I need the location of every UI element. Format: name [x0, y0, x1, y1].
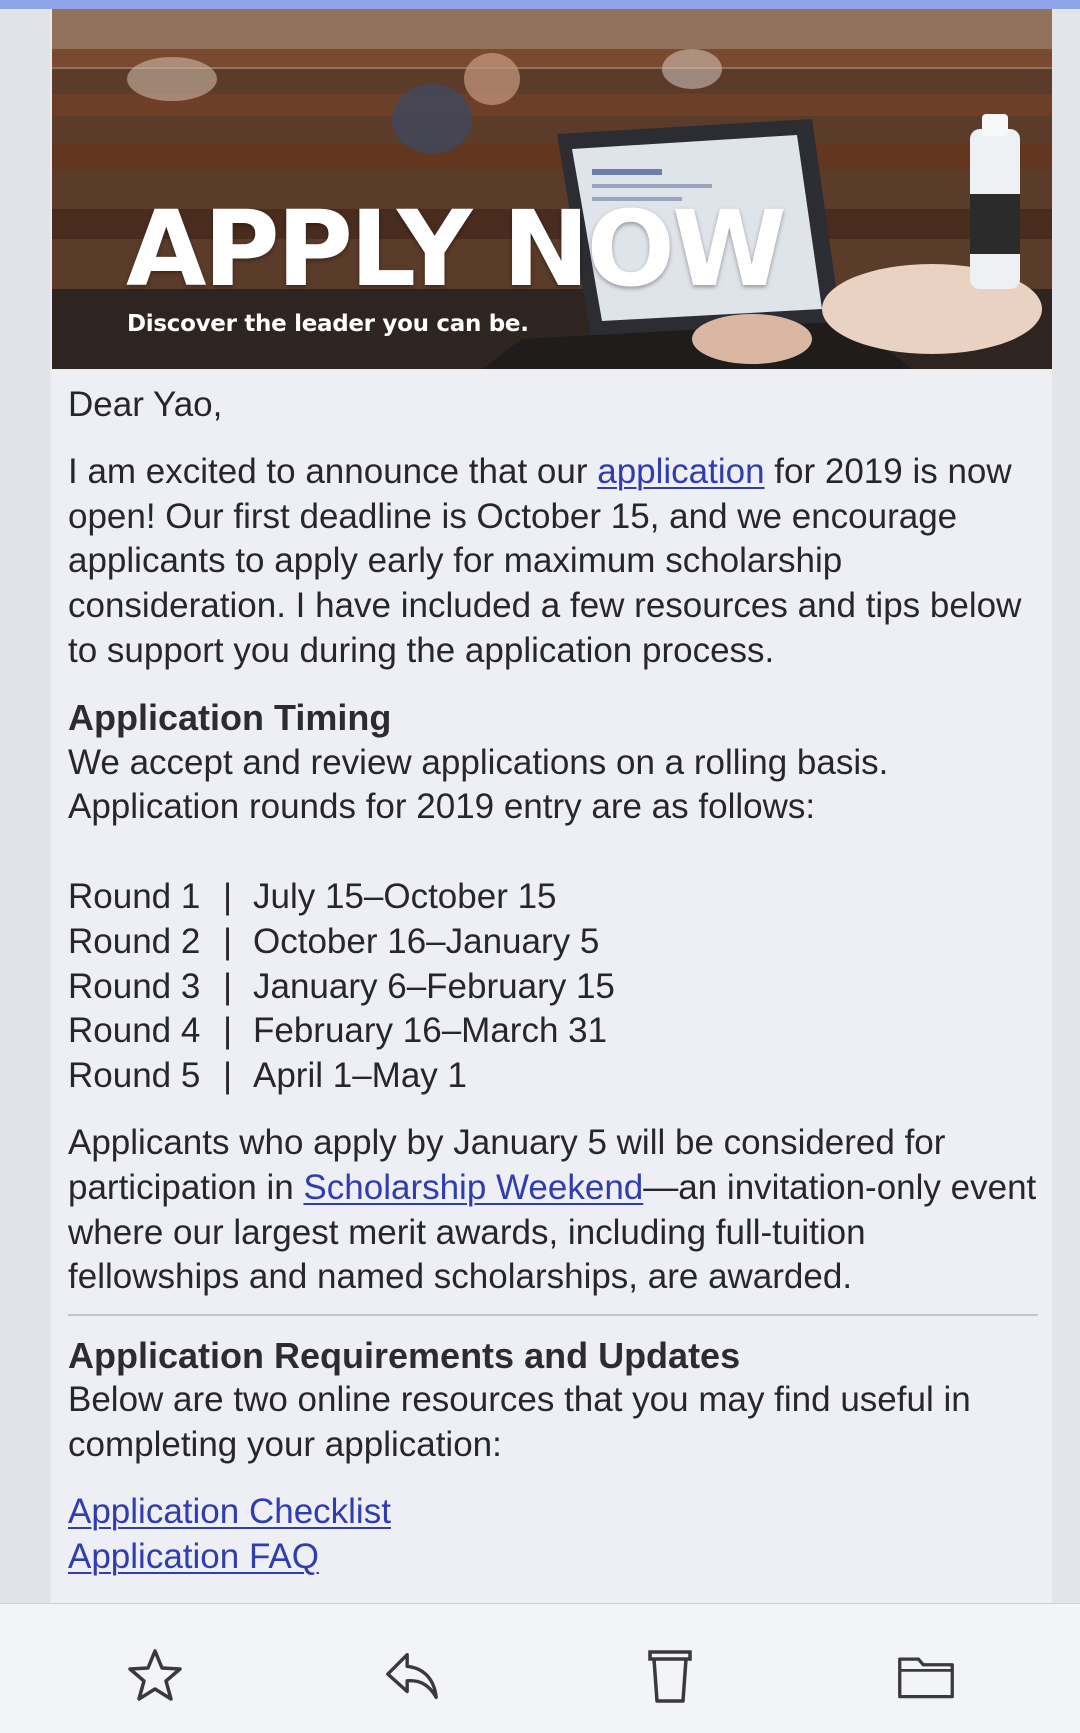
- greeting: Dear Yao,: [68, 385, 223, 424]
- rounds-list: [68, 875, 1038, 1099]
- resource-links: [68, 1490, 1038, 1580]
- round-separator: |: [223, 1056, 233, 1096]
- star-icon: [125, 1646, 185, 1706]
- round-separator: |: [223, 966, 233, 1006]
- round-row: [68, 920, 1038, 965]
- requirements-heading: Application Requirements and Updates: [68, 1334, 741, 1376]
- scholarship-text-start: Applicants who apply by January 5 will be considered for participation in: [68, 1122, 946, 1207]
- reply-button[interactable]: [382, 1646, 442, 1706]
- round-dates: April 1–May 1: [253, 1056, 467, 1096]
- round-name: Round 4: [68, 1011, 201, 1051]
- round-name: Round 3: [68, 966, 201, 1006]
- scholarship-weekend-link[interactable]: Scholarship Weekend: [303, 1167, 644, 1207]
- email-page[interactable]: [0, 9, 1080, 1603]
- scholarship-paragraph: [68, 1121, 1038, 1300]
- scholarship-text-end: —an invitation-only event where our largest merit awards, including full-tuition fellowships and named scholarships, are awarded.: [68, 1167, 1037, 1297]
- top-accent-bar: [0, 0, 1080, 9]
- left-gutter: [0, 9, 50, 1603]
- round-dates: October 16–January 5: [253, 921, 600, 961]
- round-separator: |: [223, 921, 233, 961]
- hero-banner[interactable]: [52, 9, 1052, 369]
- email-content[interactable]: [52, 9, 1052, 1603]
- trash-icon: [642, 1646, 698, 1706]
- application-timing-text: We accept and review applications on a rolling basis. Application rounds for 2019 entry are as follows:: [68, 742, 889, 827]
- email-body: [68, 383, 1038, 1580]
- application-checklist-link[interactable]: Application Checklist: [68, 1492, 391, 1532]
- hero-subtitle: Discover the leader you can be.: [127, 311, 529, 337]
- round-row: [68, 1054, 1038, 1099]
- round-name: Round 5: [68, 1056, 201, 1096]
- intro-text-end: for 2019 is now open! Our first deadline is October 15, and we encourage applicants to apply early for maximum scholarship consideration. I have included a few resources and tips below to support you during the application process.: [68, 451, 1022, 670]
- round-row: [68, 1009, 1038, 1054]
- hero-title: APPLY NOW: [126, 188, 784, 310]
- application-timing-heading: Application Timing: [68, 696, 392, 738]
- round-name: Round 2: [68, 921, 201, 961]
- round-dates: July 15–October 15: [253, 876, 557, 916]
- round-row: [68, 875, 1038, 920]
- right-gutter: [1052, 9, 1080, 1603]
- delete-button[interactable]: [640, 1646, 700, 1706]
- move-to-folder-button[interactable]: [896, 1646, 956, 1706]
- round-name: Round 1: [68, 876, 201, 916]
- application-link[interactable]: application: [597, 451, 765, 491]
- round-separator: |: [223, 1011, 233, 1051]
- folder-icon: [896, 1648, 956, 1704]
- intro-paragraph: [68, 450, 1038, 674]
- section-divider: [68, 1314, 1038, 1316]
- round-row: [68, 965, 1038, 1010]
- bottom-toolbar: [0, 1603, 1080, 1733]
- reply-icon: [382, 1646, 442, 1706]
- star-button[interactable]: [125, 1646, 185, 1706]
- round-separator: |: [223, 876, 233, 916]
- application-faq-link[interactable]: Application FAQ: [68, 1536, 319, 1576]
- round-dates: January 6–February 15: [253, 966, 615, 1006]
- requirements-text: Below are two online resources that you may find useful in completing your application:: [68, 1380, 971, 1465]
- round-dates: February 16–March 31: [253, 1011, 608, 1051]
- intro-text-start: I am excited to announce that our: [68, 451, 598, 491]
